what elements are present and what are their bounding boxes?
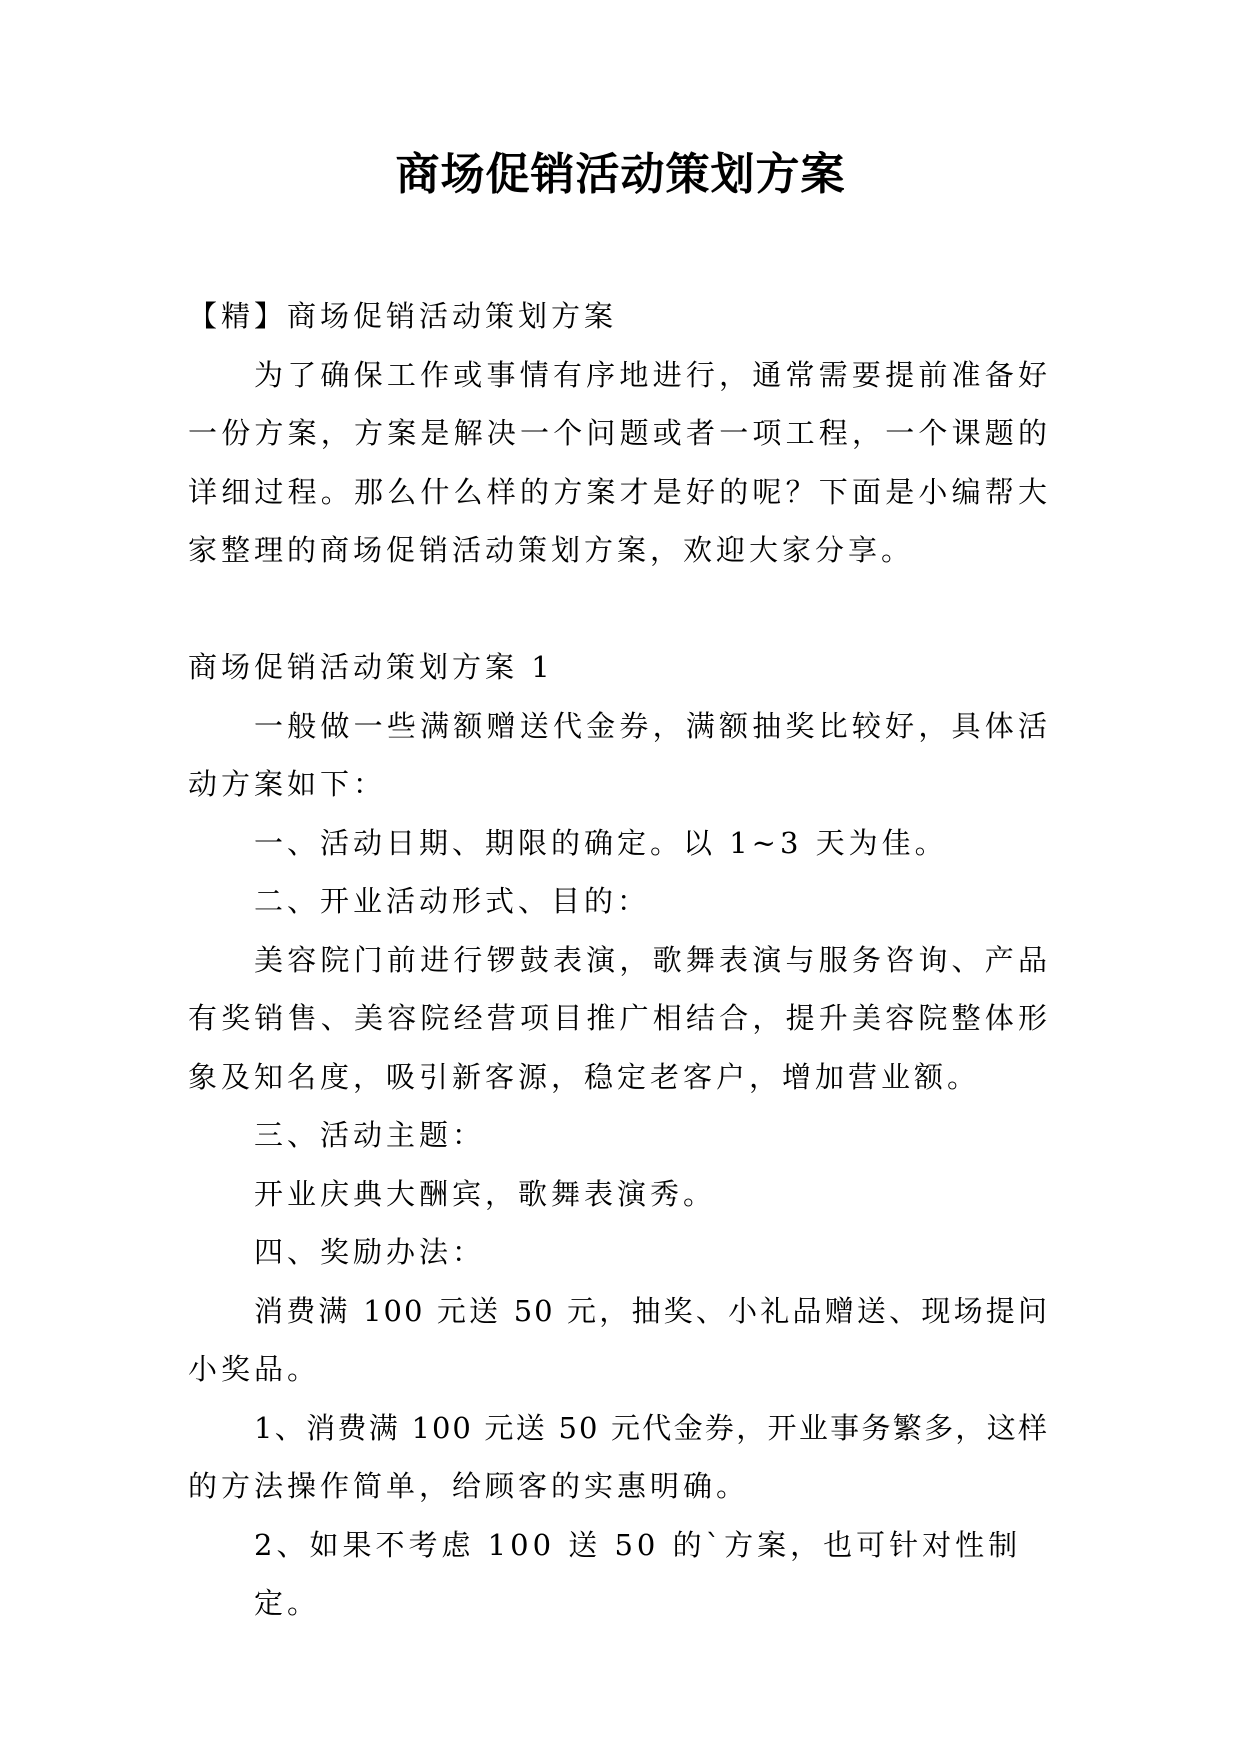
text-line: 2、如果不考虑 100 送 50 的`方案，也可针对性制定。 [254,1527,1022,1620]
text-line: 一般做一些满额赠送代金券，满额抽奖比较好，具体活 [254,708,1049,743]
text-line: 的方法操作简单，给顾客的实惠明确。 [188,1469,750,1503]
body-paragraph [188,1223,1049,1282]
text-line: 四、奖励办法： [254,1235,486,1269]
text-line: 动方案如下： [188,767,387,801]
text-line: 家整理的商场促销活动策划方案，欢迎大家分享。 [188,533,915,567]
lead-heading [188,287,1049,346]
text-line: 象及知名度，吸引新客源，稳定老客户，增加营业额。 [188,1059,981,1094]
document-body [188,287,1049,1620]
text-line: 小奖品。 [188,1352,321,1386]
text-line: 消费满 100 元送 50 元，抽奖、小礼品赠送、现场提问 [254,1293,1049,1328]
section-heading [188,638,1049,697]
text-line: 为了确保工作或事情有序地进行，通常需要提前准备好 [254,357,1049,392]
text-line: 商场促销活动策划方案 1 [188,650,554,684]
body-paragraph [188,1165,1049,1224]
text-line: 一、活动日期、期限的确定。以 1~3 天为佳。 [254,825,948,860]
body-paragraph [188,1516,1049,1620]
text-line: 【精】商场促销活动策划方案 [188,299,618,333]
text-line: 有奖销售、美容院经营项目推广相结合，提升美容院整体形 [188,1001,1049,1035]
document-title: 商场促销活动策划方案 [395,149,846,200]
text-line: 一份方案，方案是解决一个问题或者一项工程，一个课题的 [188,416,1049,450]
blank-line [188,580,1049,639]
text-line: 详细过程。那么什么样的方案才是好的呢？下面是小编帮大 [188,474,1049,509]
body-paragraph [188,1106,1049,1165]
text-line: 1、消费满 100 元送 50 元代金券，开业事务繁多，这样 [254,1410,1049,1445]
body-paragraph [188,931,1049,1107]
body-paragraph [188,697,1049,814]
body-paragraph [188,872,1049,931]
text-line: 美容院门前进行锣鼓表演，歌舞表演与服务咨询、产品 [254,942,1049,977]
body-paragraph [188,814,1049,873]
intro-paragraph [188,346,1049,580]
body-paragraph [188,1399,1049,1516]
body-paragraph [188,1282,1049,1399]
text-line: 三、活动主题： [254,1118,486,1152]
text-line: 二、开业活动形式、目的： [254,884,651,918]
text-line: 开业庆典大酬宾，歌舞表演秀。 [254,1176,717,1211]
